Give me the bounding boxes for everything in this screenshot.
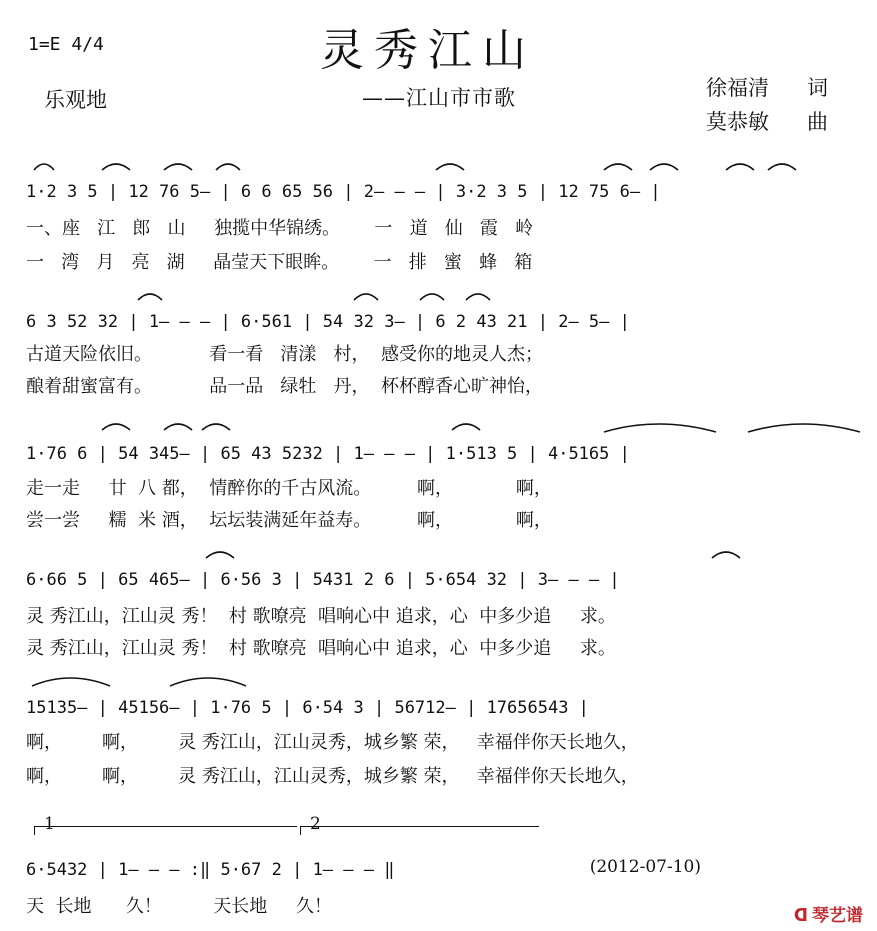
composer-role: 曲 <box>807 110 828 134</box>
composer-credit <box>706 106 828 136</box>
notes-line-6: 6·5432 | 1— — — :‖ 5·67 2 | 1— — — ‖ <box>26 860 395 880</box>
notes-line-5: 15135— | 45156— | 1·76 5 | 6·54 3 | 56712— | 17656543 | <box>26 698 589 718</box>
volta-bracket-2 <box>300 826 539 835</box>
notes-line-4: 6·66 5 | 65 465— | 6·56 3 | 5431 2 6 | 5·654 32 | 3— — — | <box>26 570 620 590</box>
watermark-text: 琴艺谱 <box>812 906 863 926</box>
lyric-verse-2: 一 湾 月 亮 湖 晶莹天下眼眸。 一 排 蜜 蜂 箱 <box>26 252 533 273</box>
lyricist-name: 徐福清 <box>706 76 769 100</box>
lyric-verse-2: 啊， 啊， 灵 秀江山，江山灵秀，城乡繁 荣， 幸福伴你天长地久， <box>26 766 639 787</box>
volta-bracket-1 <box>34 826 297 835</box>
lyric-verse-2: 灵 秀江山，江山灵 秀！ 村 歌嘹亮 唱响心中 追求，心 中多少追 求。 <box>26 638 616 659</box>
notes-line-3: 1·76 6 | 54 345— | 65 43 5232 | 1— — — | 1·513 5 | 4·5165 | <box>26 444 630 464</box>
lyric-verse-1: 灵 秀江山，江山灵 秀！ 村 歌嘹亮 唱响心中 追求，心 中多少追 求。 <box>26 606 616 627</box>
watermark-logo <box>794 901 863 926</box>
key-signature: 1=E 4/4 <box>28 34 104 55</box>
lyric-verse-1: 古道天险依旧。 看一看 清漾 村， 感受你的地灵人杰； <box>26 344 543 365</box>
song-subtitle: ——江山市市歌 <box>362 86 516 110</box>
lyric-verse-1: 走一走 廿 八 都， 情醉你的千古风流。 啊， 啊， <box>26 478 552 499</box>
volta-label-2: 2 <box>310 814 321 834</box>
composer-name: 莫恭敏 <box>706 110 769 134</box>
lyric-verse-1: 一、座 江 郎 山 独揽中华锦绣。 一 道 仙 霞 岭 <box>26 218 534 239</box>
song-title: 灵秀江山 <box>320 25 536 76</box>
tempo-marking: 乐观地 <box>44 88 107 112</box>
lyric-verse-2: 尝一尝 糯 米 酒， 坛坛装满延年益寿。 啊， 啊， <box>26 510 552 531</box>
lyricist-role: 词 <box>807 76 828 100</box>
composition-date: (2012-07-10) <box>589 857 701 877</box>
lyric-verse-1: 啊， 啊， 灵 秀江山，江山灵秀，城乡繁 荣， 幸福伴你天长地久， <box>26 732 639 753</box>
lyric-verse-2: 酿着甜蜜富有。 品一品 绿牡 丹， 杯杯醇香心旷神怡， <box>26 376 543 397</box>
qinyipu-logo-icon: ᗡ <box>793 906 808 926</box>
notes-line-1: 1·2 3 5 | 12 76 5— | 6 6 65 56 | 2— — — | 3·2 3 5 | 12 75 6— | <box>26 182 661 202</box>
lyricist-credit <box>706 72 828 102</box>
notes-line-2: 6 3 52 32 | 1— — — | 6·561 | 54 32 3— | 6 2 43 21 | 2— 5— | <box>26 312 630 332</box>
lyric-final: 天 长地 久！ 天长地 久！ <box>26 896 332 917</box>
volta-label-1: 1 <box>44 814 55 834</box>
